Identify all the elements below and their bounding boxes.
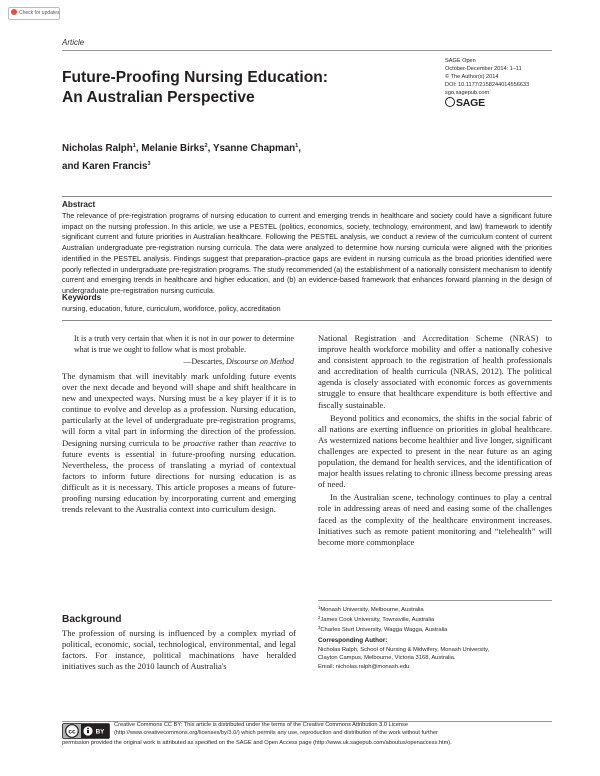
affiliation-item — [318, 624, 552, 634]
intro-emphasis: reactive — [259, 437, 287, 448]
article-type-label: Article — [62, 38, 85, 47]
affiliation-text: James Cook University, Townsville, Australia — [320, 617, 435, 624]
corresponding-author-heading: Corresponding Author: — [318, 637, 388, 644]
affiliation-text: Monash University, Melbourne, Australia — [320, 607, 424, 613]
author-name: and Karen Francis — [62, 160, 148, 172]
cc-label: cc — [68, 728, 76, 736]
body-paragraph: National Registration and Accreditation Scheme (NRAS) to improve health workforce mobility and offer a nationally cohesive and consistent approach to the registration of health professionals and accreditation of health curricula (NRAS, 2012). The political agenda is closely associated with economic forces as governments struggle to ensure that healthcare expenditure is both effective and fiscally sustainable. — [318, 333, 552, 410]
abstract-heading: Abstract — [62, 200, 96, 209]
corresponding-line: Clayton Campus, Melbourne, Victoria 3168, Australia. — [318, 655, 456, 662]
abstract-text: The relevance of pre-registration programs of nursing education to current and emerging trends in healthcare and society could have a significant future impact on the nursing profession. In this article, we use a PESTEL (politics, economics, society, technology, environment, and law) framework to identify significant current and future priorities in Australian healthcare. Following the PESTEL analysis, we conduct a review of the curriculum content of current Australian undergraduate pre-registration nursing curricula. The data were analyzed to determine how nursing curricula were aligned with the priorities identified in the PESTEL analysis. Findings suggest that preparation–practice gaps are evident in nursing curricula as the broad priorities identified were poorly reflected in undergraduate pre-registration programs. The study recommended (a) the establishment of a nationally consistent mechanism to identify current and emerging trends in healthcare and higher education, and (b) an evidence-based framework that enhances forward planning in the design of undergraduate pre-registration nursing curricula. — [62, 212, 552, 295]
section-divider — [62, 320, 552, 321]
author-name: Ysanne Chapman — [212, 143, 296, 154]
affiliation-item — [318, 604, 552, 614]
doi[interactable]: DOI: 10.1177/2158244014556633 — [445, 82, 530, 89]
affiliation-marker: 1 — [318, 605, 321, 610]
author-name: Nicholas Ralph — [62, 143, 133, 154]
title-line-2: An Australian Perspective — [62, 89, 255, 106]
epigraph-attribution — [172, 357, 294, 366]
epigraph-author: —Descartes, — [183, 357, 227, 366]
author-affiliation-marker: 3 — [147, 160, 151, 167]
author-list: Nicholas Ralph$^1$, Melanie Birks$^2$, Ysanne Chapman$^1$, and Karen Francis$^3$ — [62, 143, 302, 172]
license-text — [114, 722, 552, 737]
creative-commons-logo[interactable] — [62, 723, 110, 739]
affiliation-marker: 2 — [318, 615, 321, 621]
cc-by-label: BY — [95, 728, 105, 736]
license-line: permission provided the original work is attributed as specified on the SAGE and Open Access page (http://www.uk.sagepub.com/aboutus/openaccess.htm). — [62, 740, 452, 746]
author-affiliation-marker: 1 — [295, 143, 299, 149]
intro-paragraph — [62, 371, 296, 515]
journal-name: SAGE Open — [445, 58, 476, 64]
body-paragraph: Beyond politics and economics, the shifts in the social fabric of all nations are exerting influence on priorities in global healthcare. As westernized nations become healthier and live longer, significant challenges are expected to present in the near future as an aging population, the demand for health services, and the identification of major health issues relating to chronic illness become pressing areas of need. — [318, 412, 552, 490]
body-paragraph: In the Australian scene, technology continues to play a central role in addressing areas of need and easing some of the challenges faced as the complexity of the healthcare environment increases. Initiatives such as remote patient monitoring and “telehealth” will become more commonplace — [318, 492, 552, 547]
affiliation-item — [318, 614, 552, 624]
sage-logo-text: SAGE — [456, 97, 485, 109]
keywords-heading: Keywords — [62, 293, 102, 302]
license-line — [114, 722, 552, 730]
corresponding-author-details — [318, 646, 552, 671]
background-heading: Background — [62, 614, 122, 625]
license-line: (http://www.creativecommons.org/licenses/by/3.0/) which permits any use, reproduction and distribution of the work without further — [114, 729, 438, 736]
check-for-updates-badge[interactable] — [8, 7, 60, 20]
article-title — [62, 68, 328, 108]
epigraph-work: Discourse on Method — [226, 357, 294, 366]
right-column — [318, 333, 552, 548]
sage-logo-icon — [445, 97, 455, 107]
intro-text: to future events is essential in future-proofing nursing education. Nevertheless, the process of translating a myriad of contextual factors to inform future directions for nursing education is as difficult as it is necessary. This article proposes a means of future-proofing nursing education by incorporating current and emerging trends relevant to the Australia context into curriculum design. — [62, 437, 296, 515]
header-divider — [62, 50, 552, 51]
epigraph-quote: It is a truth very certain that when it is not in our power to determine what is true we ought to follow what is most probable. — [74, 334, 294, 354]
footnote-divider — [318, 600, 552, 601]
abstract-divider — [62, 196, 552, 197]
license-line-text: This article is distributed under the terms of the Creative Commons Attribution 3.0 License — [182, 722, 408, 728]
corresponding-email[interactable]: Email: nicholas.ralph@monash.edu — [318, 663, 410, 670]
sage-logo — [445, 97, 485, 109]
affiliations — [318, 604, 552, 635]
corresponding-line: Nicholas Ralph, School of Nursing & Midwifery, Monash University, — [318, 647, 490, 653]
author-affiliation-marker: 1 — [132, 143, 136, 149]
check-for-updates-label: Check for updates — [19, 10, 60, 16]
journal-issue: October-December 2014: 1–11 — [445, 66, 522, 73]
author-affiliation-marker: 2 — [204, 143, 208, 149]
author-name: Melanie Birks — [141, 143, 205, 154]
background-paragraph: The profession of nursing is influenced by a complex myriad of political, economic, social, technological, environmental, and legal factors. For instance, political machinations have heralded initiatives such as the 2010 launch of Australia's — [62, 628, 296, 672]
intro-text: The dynamism that will inevitably mark unfolding future events over the next decade and beyond will shape and shift healthcare in new and unexpected ways. Nursing must be a key player if it is to continue to evolve and develop as a profession. Nursing education, particularly at the level of undergraduate pre-registration programs, will form a vital part in informing the direction of the profession. Designing nursing curricula to be — [62, 371, 296, 448]
journal-url[interactable]: sgo.sagepub.com — [445, 90, 490, 97]
affiliation-marker: 3 — [318, 625, 321, 631]
journal-info — [445, 57, 529, 97]
update-icon — [11, 9, 17, 15]
intro-emphasis: proactive — [183, 437, 216, 448]
copyright: © The Author(s) 2014 — [445, 74, 499, 81]
affiliation-text: Charles Sturt University, Wagga Wagga, Australia — [320, 627, 448, 634]
title-line-1: Future-Proofing Nursing Education: — [62, 69, 328, 86]
keywords-text: nursing, education, future, curriculum, workforce, policy, accreditation — [62, 305, 281, 313]
license-type: Creative Commons CC BY: — [114, 722, 183, 728]
cc-by-icon — [62, 723, 110, 739]
intro-text: rather than — [215, 437, 260, 448]
